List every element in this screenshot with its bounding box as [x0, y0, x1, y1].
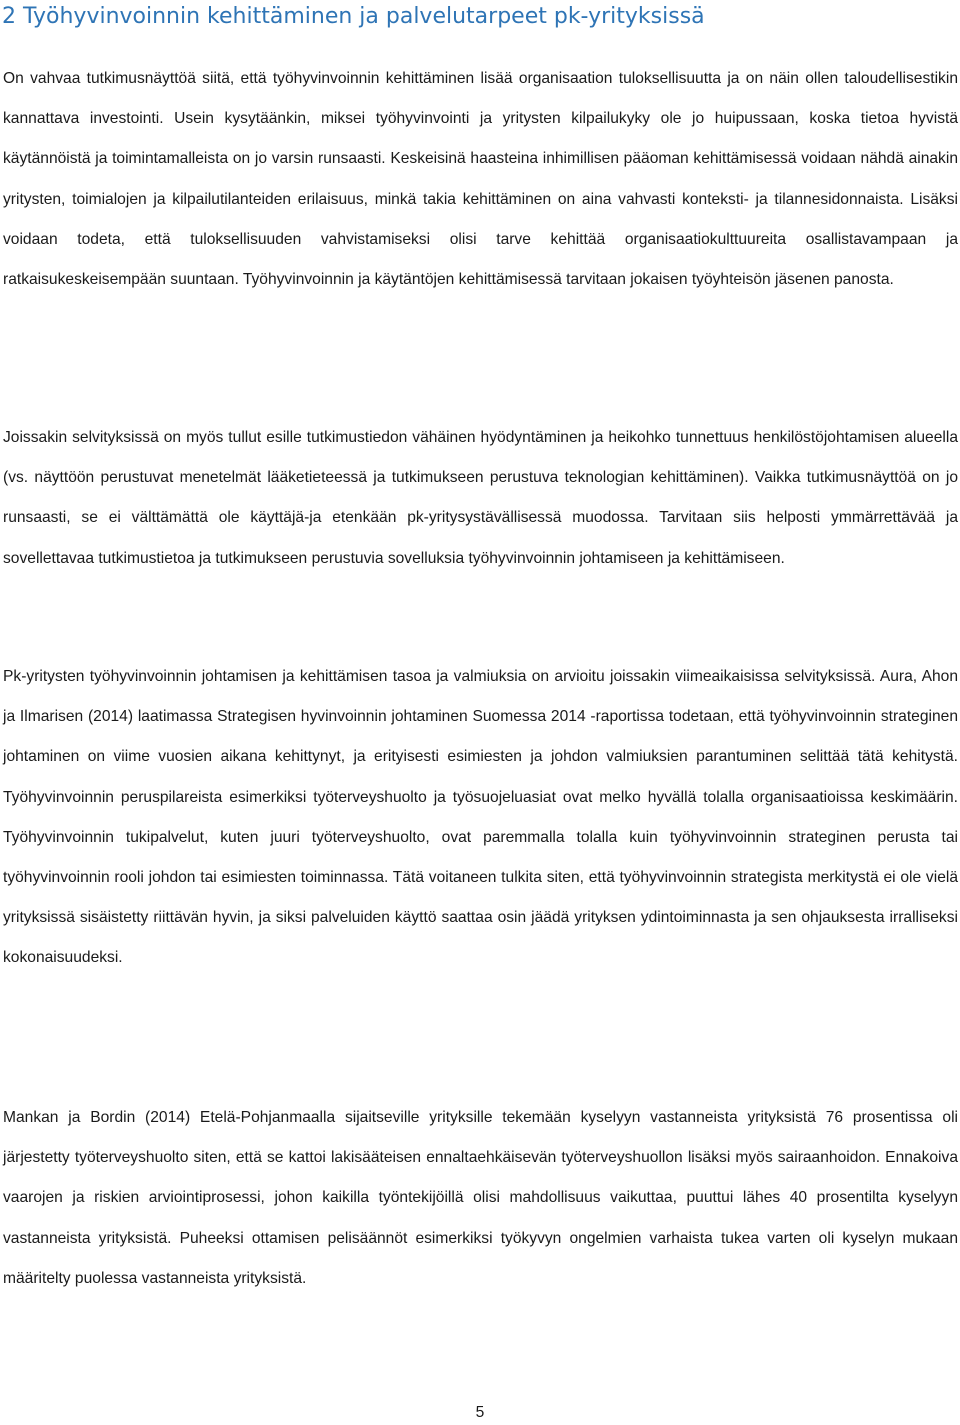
- body-paragraph: Pk-yritysten työhyvinvoinnin johtamisen ja kehittämisen tasoa ja valmiuksia on arvioitu joissakin viimeaikaisissa selvityksissä. Aura, Ahon ja Ilmarisen (2014) laatimassa Strategisen hyvinvoinnin johtaminen Suomessa 2014 -raportissa todetaan, että työhyvinvoinnin strateginen johtaminen on viime vuosien aikana kehittynyt, ja erityisesti esimiesten ja johdon valmiuksien parantuminen selittää tätä kehitystä. Työhyvinvoinnin peruspilareista esimerkiksi työterveyshuolto ja työsuojeluasiat ovat melko hyvällä tolalla organisaatioissa keskimäärin. Työhyvinvoinnin tukipalvelut, kuten juuri työterveyshuolto, ovat paremmalla tolalla kuin työhyvinvoinnin strateginen perusta tai työhyvinvoinnin rooli johdon tai esimiesten toiminnassa. Tätä voitaneen tulkita siten, että työhyvinvoinnin strategista merkitystä ei ole vielä yrityksissä sisäistetty riittävän hyvin, ja siksi palveluiden käyttö saattaa osin jäädä yrityksen ydintoiminnasta ja sen ohjauksesta irralliseksi kokonaisuudeksi.: [3, 668, 958, 967]
- body-paragraph: On vahvaa tutkimusnäyttöä siitä, että työhyvinvoinnin kehittäminen lisää organisaation tuloksellisuutta ja on näin ollen taloudellisestikin kannattava investointi. Usein kysytäänkin, miksei työhyvinvointi ja yritysten kilpailukyky ole jo huipussaan, koska tietoa hyvistä käytännöistä ja toimintamalleista on jo varsin runsaasti. Keskeisinä haasteina inhimillisen pääoman kehittämisessä voidaan nähdä ainakin yritysten, toimialojen ja kilpailutilanteiden erilaisuus, minkä takia kehittäminen on aina vahvasti konteksti- ja tilannesidonnaista. Lisäksi voidaan todeta, että tuloksellisuuden vahvistamiseksi olisi tarve kehittää organisaatiokulttuureita osallistavampaan ja ratkaisukeskeisempään suuntaan. Työhyvinvoinnin ja käytäntöjen kehittämisessä tarvitaan jokaisen työyhteisön jäsenen panosta.: [3, 70, 958, 289]
- body-paragraph: Joissakin selvityksissä on myös tullut esille tutkimustiedon vähäinen hyödyntäminen ja heikohko tunnettuus henkilöstöjohtamisen alueella (vs. näyttöön perustuvat menetelmät lääketieteessä ja tutkimukseen perustuva teknologian kehittäminen). Vaikka tutkimusnäyttöä on jo runsaasti, se ei välttämättä ole käyttäjä-ja etenkään pk-yritysystävällisessä muodossa. Tarvitaan siis helposti ymmärrettävää ja sovellettavaa tutkimustietoa ja tutkimukseen perustuvia sovelluksia työhyvinvoinnin johtamiseen ja kehittämiseen.: [3, 429, 958, 567]
- section-heading: 2 Työhyvinvoinnin kehittäminen ja palvelutarpeet pk-yrityksissä: [2, 4, 705, 29]
- page-number: 5: [475, 1404, 485, 1421]
- body-paragraph: Mankan ja Bordin (2014) Etelä-Pohjanmaalla sijaitseville yrityksille tekemään kyselyyn vastanneista yrityksistä 76 prosentissa oli järjestetty työterveyshuolto siten, että se kattoi lakisääteisen ennaltaehkäisevän työterveyshuollon lisäksi myös sairaanhoidon. Ennakoiva vaarojen ja riskien arviointiprosessi, johon kaikilla työntekijöillä olisi mahdollisuus vaikuttaa, puuttui lähes 40 prosentilta kyselyyn vastanneista yrityksistä. Puheeksi ottamisen pelisäännöt esimerkiksi työkyvyn ongelmien varhaista tukea varten oli kyselyn mukaan määritelty puolessa vastanneista yrityksistä.: [3, 1109, 958, 1287]
